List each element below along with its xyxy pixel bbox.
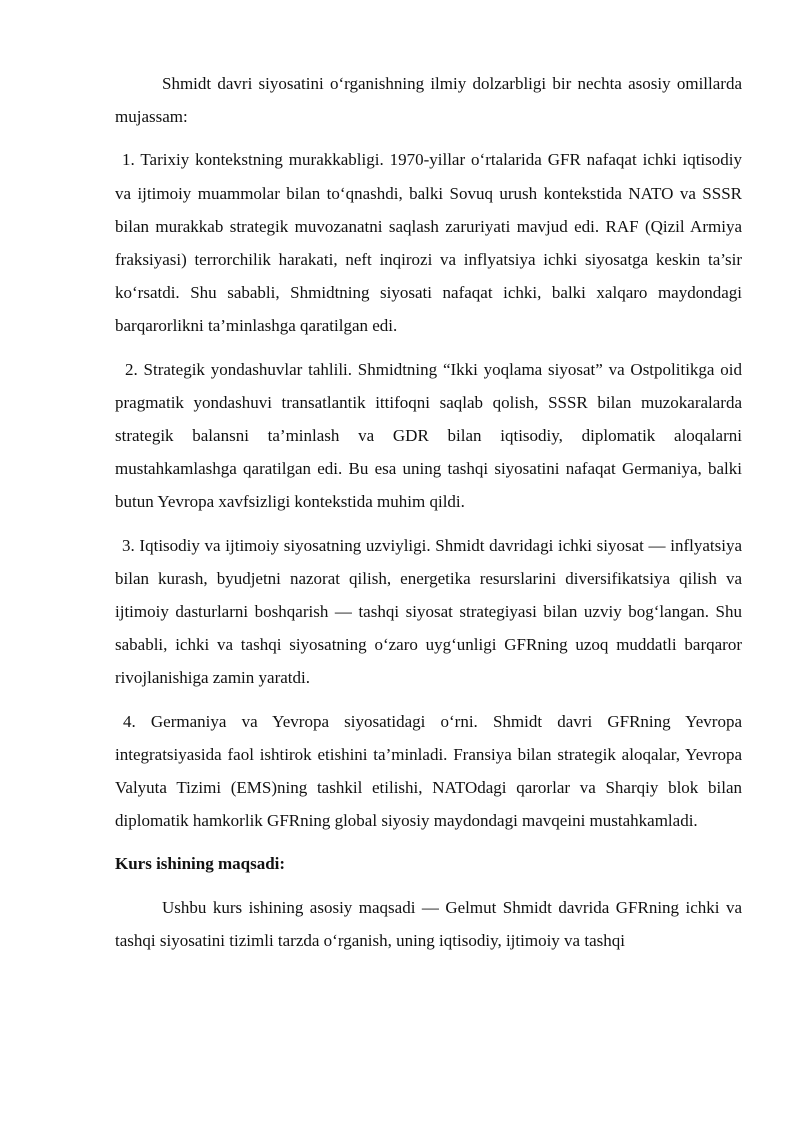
list-item-historical-context: 1. Tarixiy kontekstning murakkabligi. 1970-yillar o‘rtalarida GFR nafaqat ichki iqtisodiy va ijtimoiy muammolar bilan to‘qnashdi, balki Sovuq urush kontekstida NATO va SSSR bilan murakkab strategik muvozanatni saqlash zaruriyati mavjud edi. RAF (Qizil Armiya fraksiyasi) terrorchilik harakati, neft inqirozi va inflyatsiya ichki siyosatga keskin ta’sir ko‘rsatdi. Shu sababli, Shmidtning siyosati nafaqat ichki, balki xalqaro maydondagi barqarorlikni ta’minlashga qaratilgan edi. (115, 150, 742, 336)
list-item-economic-social-policy: 3. Iqtisodiy va ijtimoiy siyosatning uzviyligi. Shmidt davridagi ichki siyosat — inflyatsiya bilan kurash, byudjetni nazorat qilish, energetika resurslarini diversifikatsiya qilish va ijtimoiy dasturlarni boshqarish — tashqi siyosat strategiyasi bilan uzviy bog‘langan. Shu sababli, ichki va tashqi siyosatning o‘zaro uyg‘unligi GFRning uzoq muddatli barqaror rivojlanishiga zamin yaratdi. (115, 535, 742, 688)
document-page (115, 67, 742, 957)
intro-paragraph: Shmidt davri siyosatini o‘rganishning ilmiy dolzarbligi bir nechta asosiy omillarda mujassam: (115, 74, 742, 127)
list-item-strategic-approaches: 2. Strategik yondashuvlar tahlili. Shmidtning “Ikki yoqlama siyosat” va Ostpolitikga oid pragmatik yondashuvi transatlantik ittifoqni saqlab qolish, SSSR bilan muzokaralarda strategik balansni ta’minlash va GDR bilan iqtisodiy, diplomatik aloqalarni mustahkamlashga qaratilgan edi. Bu esa uning tashqi siyosatini nafaqat Germaniya, balki butun Yevropa xavfsizligi kontekstida muhim qildi. (115, 359, 742, 512)
purpose-paragraph: Ushbu kurs ishining asosiy maqsadi — Gelmut Shmidt davrida GFRning ichki va tashqi siyosatini tizimli tarzda o‘rganish, uning iqtisodiy, ijtimoiy va tashqi (115, 897, 742, 950)
list-item-european-role: 4. Germaniya va Yevropa siyosatidagi o‘rni. Shmidt davri GFRning Yevropa integratsiyasida faol ishtirok etishini ta’minladi. Fransiya bilan strategik aloqalar, Yevropa Valyuta Tizimi (EMS)ning tashkil etilishi, NATOdagi qarorlar va Sharqiy blok bilan diplomatik hamkorlik GFRning global siyosiy maydondagi mavqeini mustahkamladi. (115, 711, 742, 831)
section-heading: Kurs ishining maqsadi: (115, 854, 286, 874)
